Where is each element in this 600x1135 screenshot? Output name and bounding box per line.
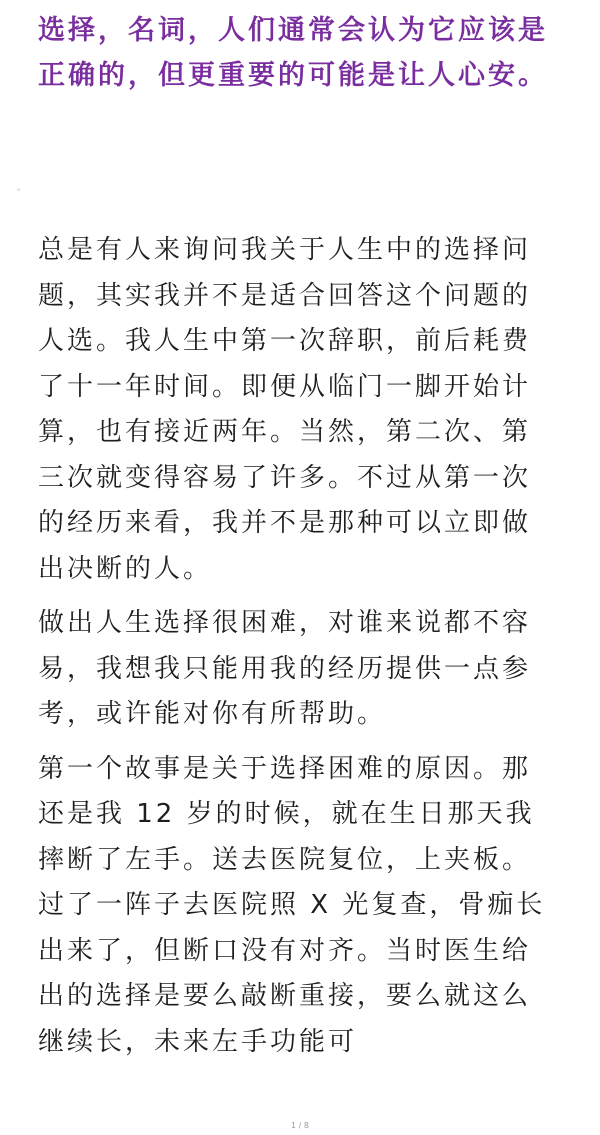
article-title: 选择，名词，人们通常会认为它应该是正确的，但更重要的可能是让人心安。 — [38, 15, 548, 91]
article-body — [38, 228, 558, 1074]
stray-punctuation-mark: 。 — [17, 183, 27, 193]
paragraph-1: 总是有人来询问我关于人生中的选择问题，其实我并不是适合回答这个问题的人选。我人生中第一次辞职，前后耗费了十一年时间。即便从临门一脚开始计算，也有接近两年。当然，第二次、第三次就变得容易了许多。不过从第一次的经历来看，我并不是那种可以立即做出决断的人。 — [38, 235, 532, 584]
paragraph-3: 第一个故事是关于选择困难的原因。那还是我 12 岁的时候，就在生日那天我摔断了左手。送去医院复位，上夹板。过了一阵子去医院照 X 光复查，骨痂长出来了，但断口没有对齐。当时医生给出的选择是要么敲断重接，要么就这么继续长，未来左手功能可 — [38, 753, 546, 1057]
page-number: 1 / 8 — [291, 1121, 309, 1130]
paragraph-2: 做出人生选择很困难，对谁来说都不容易，我想我只能用我的经历提供一点参考，或许能对你有所帮助。 — [38, 608, 532, 729]
